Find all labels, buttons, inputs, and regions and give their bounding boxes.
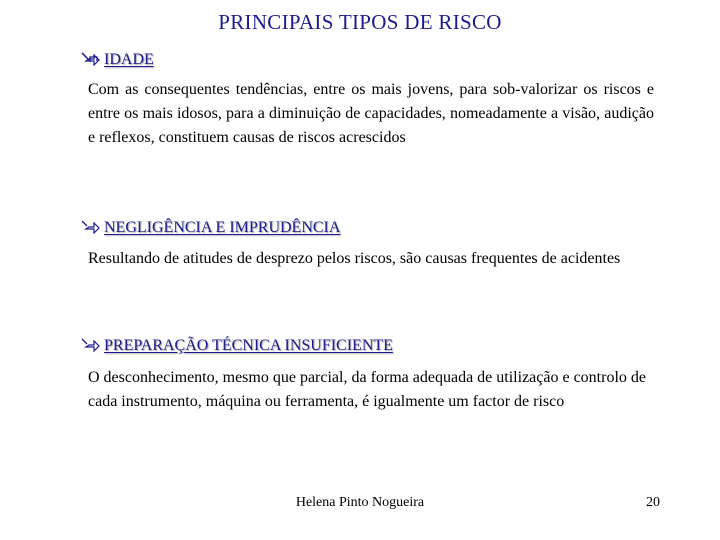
section-text-idade: Com as consequentes tendências, entre os mais jovens, para sob-valorizar os riscos e entre os mais idosos, para a diminuição de capacidades, nomeadamente a visão, audição e reflexos, constituem causas de riscos acrescidos bbox=[88, 81, 654, 146]
section-text-preparacao: O desconhecimento, mesmo que parcial, da forma adequada de utilização e controlo de cada instrumento, máquina ou ferramenta, é igualmente um factor de risco bbox=[88, 369, 646, 410]
section-heading-idade bbox=[80, 50, 154, 69]
footer-author: Helena Pinto Nogueira bbox=[295, 495, 425, 510]
arrow-right-icon bbox=[80, 218, 100, 234]
section-text-negligencia: Resultando de atitudes de desprezo pelos riscos, são causas frequentes de acidentes bbox=[88, 250, 621, 267]
slide-title: PRINCIPAIS TIPOS DE RISCO bbox=[218, 10, 502, 34]
arrow-right-icon bbox=[80, 50, 100, 66]
section-heading-negligencia bbox=[80, 218, 340, 237]
arrow-right-icon bbox=[80, 336, 100, 352]
section-heading-preparacao bbox=[80, 336, 393, 355]
section-heading-label: IDADE bbox=[104, 51, 154, 68]
section-heading-label: PREPARAÇÃO TÉCNICA INSUFICIENTE bbox=[104, 337, 393, 354]
page-number: 20 bbox=[646, 495, 660, 510]
section-heading-label: NEGLIGÊNCIA E IMPRUDÊNCIA bbox=[104, 219, 341, 236]
